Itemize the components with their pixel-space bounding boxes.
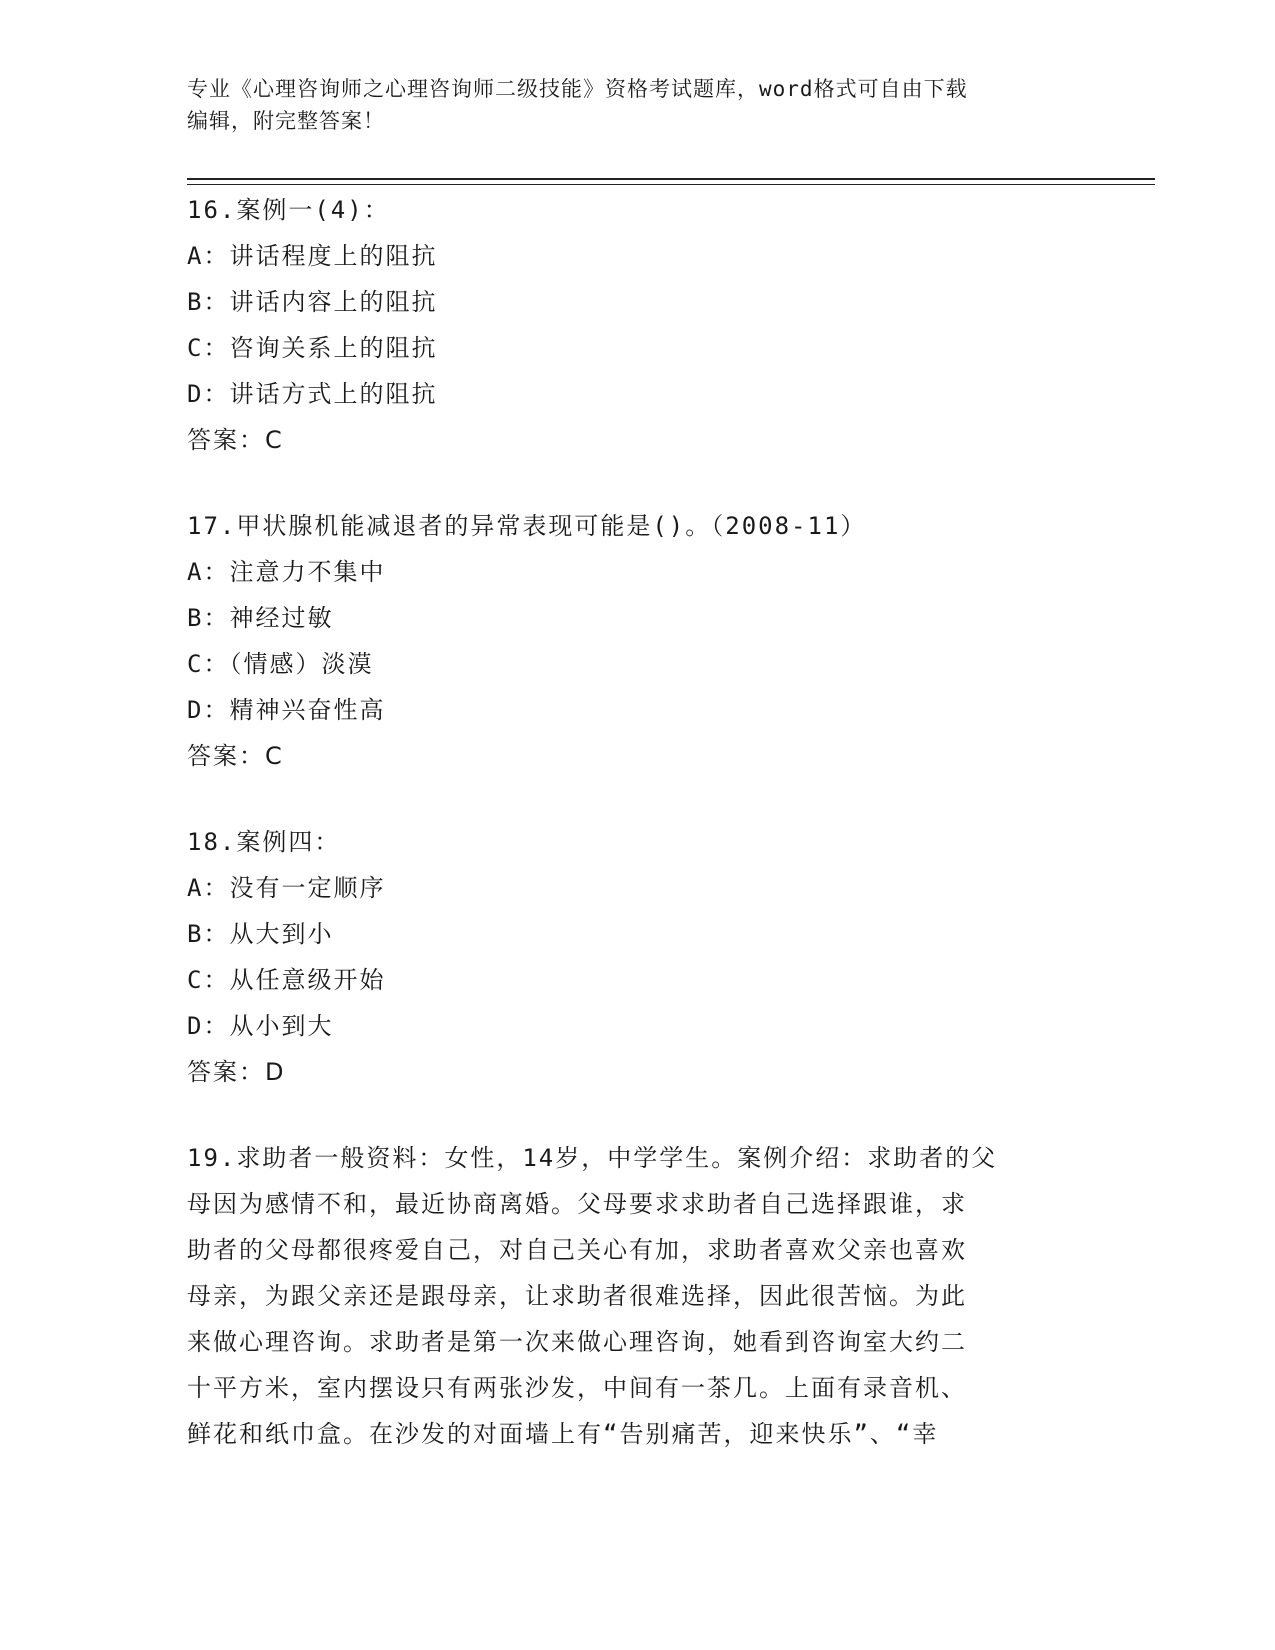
question-spacer: [187, 779, 1087, 819]
option-b: B：讲话内容上的阻抗: [187, 288, 438, 316]
question-19-line-4: 母亲，为跟父亲还是跟母亲，让求助者很难选择，因此很苦恼。为此: [187, 1282, 967, 1310]
question-19-line-7: 鲜花和纸巾盒。在沙发的对面墙上有“告别痛苦，迎来快乐”、“幸: [187, 1420, 939, 1448]
question-19-line-5: 来做心理咨询。求助者是第一次来做心理咨询，她看到咨询室大约二: [187, 1328, 967, 1356]
header-rule-thin: [187, 184, 1155, 185]
question-19: [187, 1135, 1087, 1457]
option-a: A：讲话程度上的阻抗: [187, 242, 438, 270]
question-19-line-1: 19.求助者一般资料：女性，14岁，中学学生。案例介绍：求助者的父: [187, 1144, 998, 1172]
option-c: C：咨询关系上的阻抗: [187, 334, 438, 362]
question-18: [187, 819, 1087, 1095]
answer: 答案：C: [187, 742, 284, 770]
option-a: A：没有一定顺序: [187, 874, 386, 902]
option-a: A：注意力不集中: [187, 558, 386, 586]
option-c: C：（情感）淡漠: [187, 650, 374, 678]
header-line-1: 专业《心理咨询师之心理咨询师二级技能》资格考试题库，word格式可自由下载: [187, 77, 968, 101]
question-stem: 16.案例一(4)：: [187, 196, 390, 224]
question-19-line-3: 助者的父母都很疼爱自己，对自己关心有加，求助者喜欢父亲也喜欢: [187, 1236, 967, 1264]
question-list: [187, 187, 1087, 1457]
option-d: D：精神兴奋性高: [187, 696, 386, 724]
question-spacer: [187, 463, 1087, 503]
question-stem: 18.案例四：: [187, 828, 341, 856]
question-spacer: [187, 1095, 1087, 1135]
question-19-line-6: 十平方米，室内摆设只有两张沙发，中间有一茶几。上面有录音机、: [187, 1374, 967, 1402]
option-b: B：从大到小: [187, 920, 334, 948]
question-stem: 17.甲状腺机能减退者的异常表现可能是()。（2008-11）: [187, 512, 867, 540]
question-19-line-2: 母因为感情不和，最近协商离婚。父母要求求助者自己选择跟谁，求: [187, 1190, 967, 1218]
option-d: D：讲话方式上的阻抗: [187, 380, 438, 408]
option-b: B：神经过敏: [187, 604, 334, 632]
option-c: C：从任意级开始: [187, 966, 386, 994]
header-rule-thick: [187, 178, 1155, 180]
question-17: [187, 503, 1087, 779]
question-16: [187, 187, 1087, 463]
answer: 答案：D: [187, 1058, 286, 1086]
document-header: [187, 73, 1067, 137]
answer: 答案：C: [187, 426, 284, 454]
option-d: D：从小到大: [187, 1012, 334, 1040]
header-line-2: 编辑，附完整答案！: [187, 109, 385, 133]
